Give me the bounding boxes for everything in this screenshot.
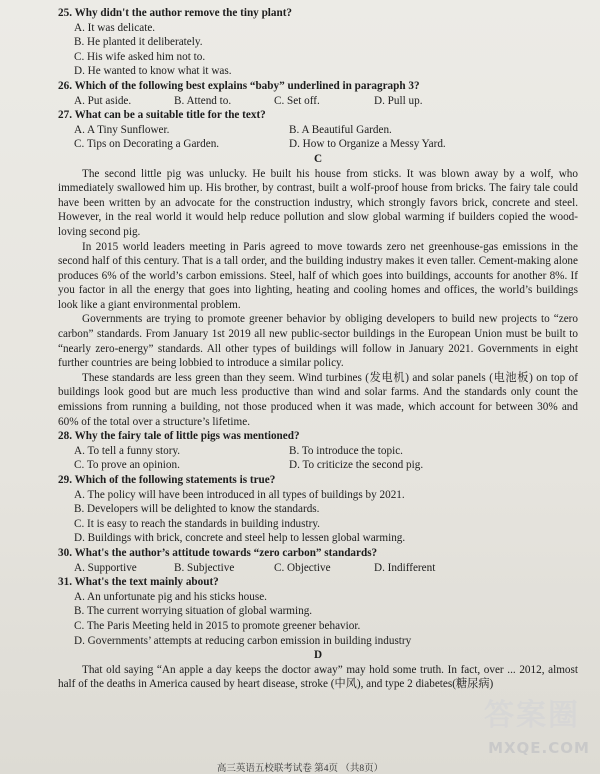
option-a: A. It was delicate. (74, 21, 156, 34)
section-d-heading: D (313, 649, 323, 662)
watermark-logo (484, 695, 594, 765)
option-b: B. Subjective (174, 561, 235, 574)
passage-c-paragraph-4: These standards are less green than they seem. Wind turbines (发电机) and solar panels (电池板) on top of buildings look good but are much less productive than wind and solar farms. And the standards only count the emissions from running a building, not those produced when it was made, which account for between 30% and 60% of the total over a structure’s lifetime. (58, 371, 578, 428)
option-c: C. Objective (274, 561, 331, 574)
option-d: D. He wanted to know what it was. (74, 65, 232, 78)
passage-c-paragraph-3: Governments are trying to promote greener behavior by obliging developers to build new projects to “zero carbon” standards. From January 1st 2019 all new public-sector buildings in the European Union must be built to “nearly zero-energy” standards. All other types of buildings will follow in January 2021. Governments in eight further countries are being lobbied to introduce a similar policy. (58, 313, 578, 370)
passage-c-paragraph-1: The second little pig was unlucky. He built his house from sticks. It was blown away by a wolf, who immediately swallowed him up. His brother, by contrast, built a wolf-proof house from bricks. The fairy tale could have been written by an advocate for the construction industry, which strongly favors brick, concrete and steel. However, in the real world it would help reduce pollution and slow global warming if builders copied the wood-loving second pig. (58, 167, 578, 238)
page-content (58, 6, 578, 692)
watermark-mark: 答案圈 (484, 698, 580, 733)
option-d: D. Governments’ attempts at reducing carbon emission in building industry (74, 634, 412, 647)
option-a: A. Supportive (74, 561, 137, 574)
question-27 (58, 108, 578, 152)
option-a: A. The policy will have been introduced in all types of buildings by 2021. (74, 488, 405, 501)
option-d: D. To criticize the second pig. (289, 459, 424, 472)
option-c: C. The Paris Meeting held in 2015 to promote greener behavior. (74, 619, 361, 632)
question-25 (58, 6, 578, 79)
option-c: C. To prove an opinion. (74, 459, 180, 472)
option-d: D. Indifferent (374, 561, 436, 574)
option-c: C. His wife asked him not to. (74, 50, 206, 63)
question-31 (58, 575, 578, 648)
option-d: D. Buildings with brick, concrete and steel help to lessen global warming. (74, 532, 406, 545)
option-b: B. A Beautiful Garden. (289, 123, 392, 136)
question-29 (58, 473, 578, 546)
option-a: A. Put aside. (74, 94, 132, 107)
option-b: B. The current worrying situation of global warming. (74, 605, 313, 618)
option-c: C. Set off. (274, 94, 320, 107)
section-c-heading: C (313, 152, 323, 165)
question-stem: 25. Why didn't the author remove the tiny plant? (58, 7, 293, 19)
option-c: C. It is easy to reach the standards in building industry. (74, 517, 320, 530)
question-stem: 28. Why the fairy tale of little pigs was mentioned? (58, 430, 300, 443)
passage-c-paragraph-2: In 2015 world leaders meeting in Paris agreed to move towards zero net greenhouse-gas emissions in the second half of this century. That is a tall order, and the building industry makes it even taller. Cement-making alone produces 6% of the world’s carbon emissions. Steel, half of which goes into buildings, accounts for another 8%. If you factor in all the energy that goes into lighting, heating and cooling homes and offices, the world’s buildings look like a giant environmental problem. (58, 240, 578, 311)
question-stem: 26. Which of the following best explains “baby” underlined in paragraph 3? (58, 79, 420, 92)
question-stem: 29. Which of the following statements is true? (58, 474, 276, 486)
question-stem: 31. What's the text mainly about? (58, 576, 219, 589)
question-26 (58, 79, 578, 108)
option-b: B. Attend to. (174, 94, 232, 107)
option-b: B. To introduce the topic. (289, 444, 403, 457)
passage-d-paragraph-1: That old saying “An apple a day keeps the doctor away” may hold some truth. In fact, over ... 2012, almost half of the deaths in America caused by heart disease, stroke (中风), and type 2 diabetes(糖尿病) (58, 663, 578, 691)
option-a: A. A Tiny Sunflower. (74, 123, 170, 136)
question-stem: 30. What's the author’s attitude towards “zero carbon” standards? (58, 546, 378, 559)
page-footer: 高三英语五校联考试卷 第4页 （共8页） (216, 764, 384, 774)
question-30 (58, 546, 578, 575)
watermark-site: MXQE.COM (488, 739, 590, 757)
option-b: B. He planted it deliberately. (74, 36, 203, 49)
option-b: B. Developers will be delighted to know the standards. (74, 503, 320, 516)
option-a: A. An unfortunate pig and his sticks house. (74, 590, 267, 603)
option-d: D. Pull up. (374, 94, 423, 107)
question-stem: 27. What can be a suitable title for the text? (58, 109, 266, 122)
option-c: C. Tips on Decorating a Garden. (74, 138, 220, 151)
option-d: D. How to Organize a Messy Yard. (289, 138, 446, 151)
question-28 (58, 429, 578, 473)
option-a: A. To tell a funny story. (74, 444, 181, 457)
